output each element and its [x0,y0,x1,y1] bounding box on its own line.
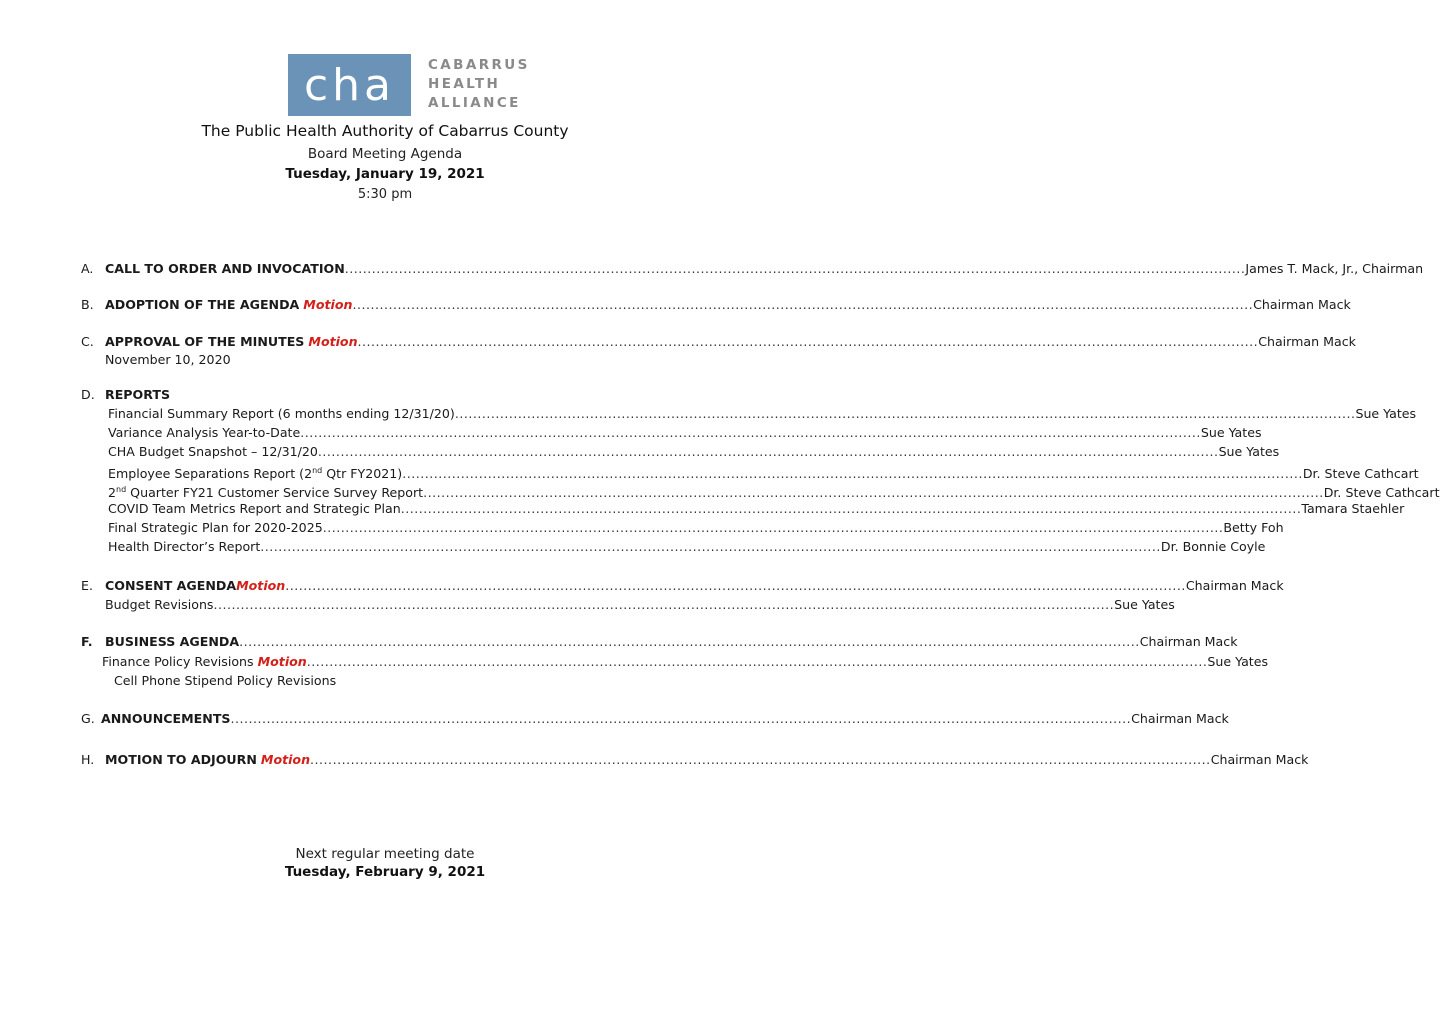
report-title: Health Director’s Report [108,539,261,554]
report-presenter: Sue Yates [1218,444,1280,459]
document-subtitle: Board Meeting Agenda [307,146,463,162]
item-letter: G. [81,711,95,726]
item-presenter: Chairman Mack [1210,752,1309,767]
business-subitem-title: Cell Phone Stipend Policy Revisions [114,673,337,688]
item-presenter: Chairman Mack [1258,334,1356,349]
meeting-date: Tuesday, January 19, 2021 [285,166,485,182]
motion-label: Motion [260,752,311,767]
consent-item-presenter: Sue Yates [1114,597,1175,612]
meeting-time: 5:30 pm [357,187,413,202]
next-meeting-date: Tuesday, February 9, 2021 [284,864,486,880]
item-title: CONSENT AGENDA [105,578,237,593]
item-title: APPROVAL OF THE MINUTES [105,334,305,349]
dot-leader: ........................................................................................................................................................................................................ [230,711,1132,726]
next-meeting-label: Next regular meeting date [295,846,475,862]
business-item-title: Finance Policy Revisions [102,654,254,669]
logo-name-line-3: ALLIANCE [428,95,521,111]
cha-logo [288,54,528,116]
report-title: CHA Budget Snapshot – 12/31/20 [108,444,318,459]
item-title: BUSINESS AGENDA [105,634,240,649]
item-letter: E. [81,578,93,593]
minutes-date: November 10, 2020 [105,352,231,367]
item-letter: F. [81,634,93,649]
report-title: COVID Team Metrics Report and Strategic Plan [108,501,401,516]
dot-leader: ........................................................................................................................................................................................................ [213,597,1115,612]
motion-label: Motion [303,297,353,312]
dot-leader: ........................................................................................................................................................................................................ [310,752,1211,767]
consent-item-title: Budget Revisions [105,597,214,612]
item-title: MOTION TO ADJOURN [105,752,257,767]
report-presenter: Tamara Staehler [1301,501,1405,516]
motion-label: Motion [257,654,307,669]
item-title: ADOPTION OF THE AGENDA [105,297,300,312]
report-title: Employee Separations Report (2nd Qtr FY2021) [108,466,403,482]
dot-leader: ........................................................................................................................................................................................................ [239,634,1140,649]
document-title: The Public Health Authority of Cabarrus County [201,122,569,140]
report-presenter: Sue Yates [1355,406,1417,421]
item-title: REPORTS [105,387,171,402]
dot-leader: ........................................................................................................................................................................................................ [400,501,1302,516]
item-presenter: Chairman Mack [1185,578,1284,593]
item-letter: C. [81,334,94,349]
logo-name-line-2: HEALTH [428,76,501,92]
dot-leader: ........................................................................................................................................................................................................ [352,297,1254,312]
dot-leader: ........................................................................................................................................................................................................ [344,261,1246,276]
motion-label: Motion [308,334,358,349]
dot-leader: ........................................................................................................................................................................................................ [402,466,1303,482]
logo-name-line-1: CABARRUS [428,57,530,73]
motion-label: Motion [236,578,286,593]
report-presenter: Dr. Steve Cathcart [1302,466,1419,482]
item-presenter: Chairman Mack [1131,711,1229,726]
item-presenter: James T. Mack, Jr., Chairman [1245,261,1424,276]
dot-leader: ........................................................................................................................................................................................................ [317,444,1219,459]
logo-letters: cha [303,60,396,111]
dot-leader: ........................................................................................................................................................................................................ [322,520,1224,535]
report-title: Final Strategic Plan for 2020-2025 [108,520,323,535]
dot-leader: ........................................................................................................................................................................................................ [423,485,1324,501]
report-presenter: Dr. Bonnie Coyle [1160,539,1266,554]
item-letter: H. [81,752,95,767]
dot-leader: ........................................................................................................................................................................................................ [357,334,1259,349]
business-item-presenter: Sue Yates [1207,654,1269,669]
dot-leader: ........................................................................................................................................................................................................ [454,406,1356,421]
logo-name [428,56,530,113]
report-presenter: Dr. Steve Cathcart [1323,485,1440,501]
report-title: 2nd Quarter FY21 Customer Service Survey Report [108,485,424,501]
item-letter: D. [81,387,95,402]
dot-leader: ........................................................................................................................................................................................................ [285,578,1186,593]
item-presenter: Chairman Mack [1253,297,1351,312]
dot-leader: ........................................................................................................................................................................................................ [300,425,1201,440]
report-title: Variance Analysis Year-to-Date [108,425,301,440]
logo-box [288,54,411,116]
item-title: ANNOUNCEMENTS [101,711,231,726]
report-presenter: Sue Yates [1200,425,1262,440]
dot-leader: ........................................................................................................................................................................................................ [306,654,1208,669]
item-letter: B. [81,297,94,312]
item-title: CALL TO ORDER AND INVOCATION [105,261,345,276]
item-letter: A. [81,261,94,276]
report-title: Financial Summary Report (6 months ending 12/31/20) [108,406,455,421]
report-presenter: Betty Foh [1223,520,1284,535]
item-presenter: Chairman Mack [1139,634,1238,649]
dot-leader: ........................................................................................................................................................................................................ [260,539,1161,554]
